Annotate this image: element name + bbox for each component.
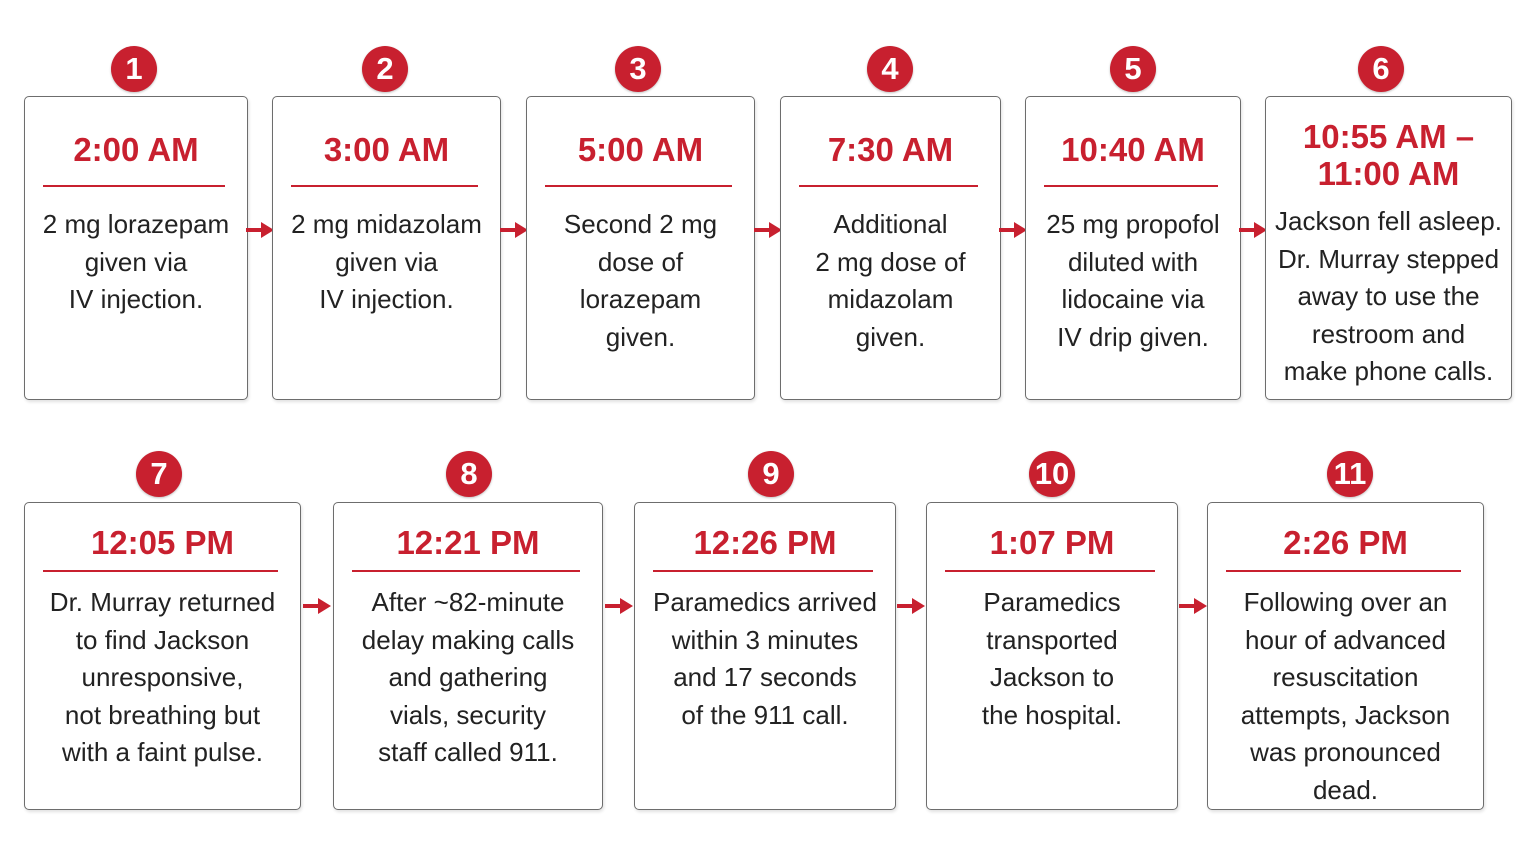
timeline-step-card <box>526 96 755 400</box>
step-number-badge: 10 <box>1029 451 1075 497</box>
step-time: 10:55 AM – 11:00 AM <box>1302 118 1475 192</box>
step-description: Additional 2 mg dose of midazolam given. <box>815 209 966 352</box>
step-divider <box>545 185 732 187</box>
step-number-badge: 8 <box>446 451 492 497</box>
step-number-badge: 5 <box>1110 46 1156 92</box>
timeline-step-card <box>24 502 301 810</box>
step-description: Dr. Murray returned to find Jackson unresponsive, not breathing but with a faint pulse. <box>49 587 276 767</box>
timeline-step-card <box>1207 502 1484 810</box>
step-number-badge: 3 <box>615 46 661 92</box>
step-time: 1:07 PM <box>989 524 1115 561</box>
step-time: 2:26 PM <box>1283 524 1408 561</box>
step-description: Second 2 mg dose of lorazepam given. <box>563 209 718 352</box>
step-time: 7:30 AM <box>827 131 954 168</box>
step-description: 25 mg propofol diluted with lidocaine via IV drip given. <box>1046 209 1220 352</box>
step-divider <box>43 185 225 187</box>
arrow-right-icon <box>753 220 783 240</box>
step-divider <box>291 185 478 187</box>
step-divider <box>352 570 580 572</box>
step-time: 10:40 AM <box>1061 131 1205 168</box>
arrow-right-icon <box>499 220 529 240</box>
timeline-step-card <box>634 502 896 810</box>
step-time: 5:00 AM <box>577 131 704 168</box>
arrow-right-icon <box>896 596 926 616</box>
step-divider <box>653 570 873 572</box>
arrow-right-icon <box>1178 596 1208 616</box>
arrow-right-icon <box>245 220 275 240</box>
arrow-right-icon <box>1238 220 1268 240</box>
step-description: Paramedics transported Jackson to the hospital. <box>981 587 1123 730</box>
step-description: Following over an hour of advanced resuscitation attempts, Jackson was pronounced dead. <box>1240 587 1451 805</box>
timeline-step-card <box>24 96 248 400</box>
arrow-right-icon <box>302 596 332 616</box>
step-number-badge: 4 <box>867 46 913 92</box>
step-description: After ~82-minute delay making calls and gathering vials, security staff called 911. <box>361 587 575 767</box>
step-description: 2 mg lorazepam given via IV injection. <box>42 209 230 314</box>
arrow-right-icon <box>604 596 634 616</box>
step-description: 2 mg midazolam given via IV injection. <box>291 209 482 314</box>
timeline-step-card <box>1265 96 1512 400</box>
step-description: Paramedics arrived within 3 minutes and 17 seconds of the 911 call. <box>653 587 877 730</box>
step-number-badge: 6 <box>1358 46 1404 92</box>
step-time: 12:05 PM <box>90 524 235 561</box>
timeline-step-card <box>272 96 501 400</box>
step-divider <box>1226 570 1461 572</box>
timeline-step-card <box>780 96 1001 400</box>
timeline-step-card <box>926 502 1178 810</box>
step-number-badge: 11 <box>1327 451 1373 497</box>
step-number-badge: 1 <box>111 46 157 92</box>
step-time: 3:00 AM <box>323 131 450 168</box>
step-divider <box>1044 185 1218 187</box>
step-time: 2:00 AM <box>73 131 199 168</box>
timeline-step-card <box>333 502 603 810</box>
step-time: 12:26 PM <box>693 524 837 561</box>
step-number-badge: 7 <box>136 451 182 497</box>
step-time: 12:21 PM <box>396 524 540 561</box>
timeline-step-card <box>1025 96 1241 400</box>
step-number-badge: 2 <box>362 46 408 92</box>
step-divider <box>799 185 978 187</box>
step-divider <box>945 570 1155 572</box>
arrow-right-icon <box>998 220 1028 240</box>
step-description: Jackson fell asleep. Dr. Murray stepped away to use the restroom and make phone calls. <box>1275 206 1502 386</box>
step-divider <box>43 570 278 572</box>
step-number-badge: 9 <box>748 451 794 497</box>
